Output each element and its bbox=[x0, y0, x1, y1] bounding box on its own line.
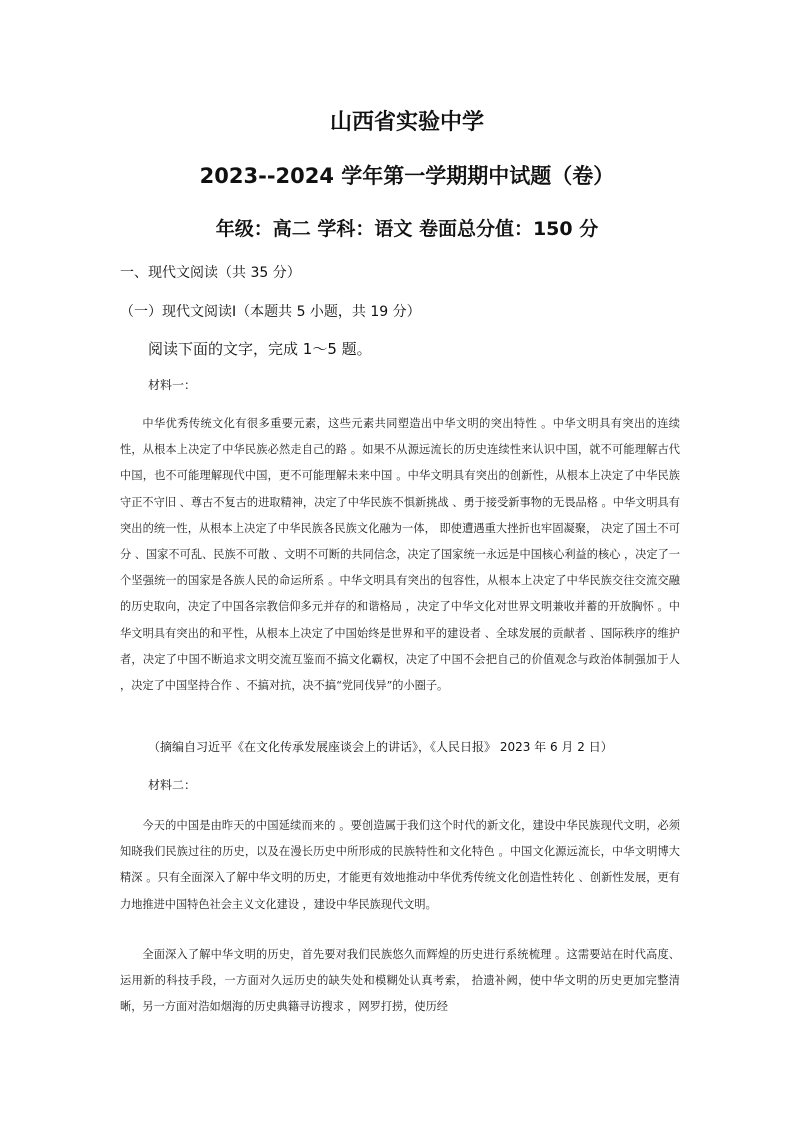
material-one-paragraph: 中华优秀传统文化有很多重要元素，这些元素共同塑造出中华文明的突出特性 。中华文明具有突出的连续性，从根本上决定了中华民族必然走自己的路 。如果不从源远流长的历史连续性来认识中国，就不可能理解古代中国，也不可能理解现代中国，更不可能理解未来中国 。中华文明具有突出的创新性，从根本上决定了中华民族守正不守旧 、尊古不复古的进取精神，决定了中华民族不惧新挑战 、勇于接受新事物的无畏品格 。中华文明具有突出的统一性，从根本上决定了中华民族各民族文化融为一体， 即使遭遇重大挫折也牢固凝聚， 决定了国土不可分 、国家不可乱、民族不可散 、文明不可断的共同信念，决定了国家统一永远是中国核心利益的核心 ，决定了一个坚强统一的国家是各族人民的命运所系 。中华文明具有突出的包容性，从根本上决定了中华民族交往交流交融的历史取向，决定了中国各宗教信仰多元并存的和谐格局 ，决定了中华文化对世界文明兼收并蓄的开放胸怀 。中华文明具有突出的和平性，从根本上决定了中国始终是世界和平的建设者 、全球发展的贡献者 、国际秩序的维护者，决定了中国不断追求文明交流互鉴而不搞文化霸权，决定了中国不会把自己的价值观念与政治体制强加于人 ，决定了中国坚持合作 、不搞对抗，决不搞“党同伐异”的小圈子。 bbox=[120, 417, 680, 693]
exam-title: 2023--2024 学年第一学期期中试题（卷） bbox=[199, 164, 615, 188]
exam-subtitle: 年级：高二 学科：语文 卷面总分值：150 分 bbox=[215, 218, 599, 240]
subsection-heading: （一）现代文阅读Ⅰ（本题共 5 小题，共 19 分） bbox=[120, 304, 421, 320]
school-title: 山西省实验中学 bbox=[329, 110, 484, 135]
reading-instruction: 阅读下面的文字，完成 1～5 题。 bbox=[148, 340, 372, 358]
material-one-label: 材料一： bbox=[148, 378, 197, 392]
material-two-paragraph-2: 全面深入了解中华文明的历史，首先要对我们民族悠久而辉煌的历史进行系统梳理 。这需要站在时代高度、运用新的科技手段，一方面对久远历史的缺失处和模糊处认真考索， 拾遗补阙，使中华文明的历史更加完整清晰，另一方面对浩如烟海的历史典籍寻访搜求 ，网罗打捞，使历经 bbox=[120, 948, 680, 1014]
material-one-source: （摘编自习近平《在文化传承发展座谈会上的讲话》，《人民日报》 2023 年 6 月 2 日） bbox=[148, 740, 613, 754]
section-heading: 一、现代文阅读（共 35 分） bbox=[120, 265, 301, 281]
material-two-paragraph-1: 今天的中国是由昨天的中国延续而来的 。要创造属于我们这个时代的新文化，建设中华民族现代文明，必须知晓我们民族过往的历史，以及在漫长历史中所形成的民族特性和文化特色 。中国文化源远流长，中华文明博大精深 。只有全面深入了解中华文明的历史，才能更有效地推动中华优秀传统文化创造性转化 、创新性发展，更有力地推进中国特色社会主义文化建设 ，建设中华民族现代文明。 bbox=[120, 819, 680, 911]
material-two-label: 材料二： bbox=[148, 778, 197, 792]
